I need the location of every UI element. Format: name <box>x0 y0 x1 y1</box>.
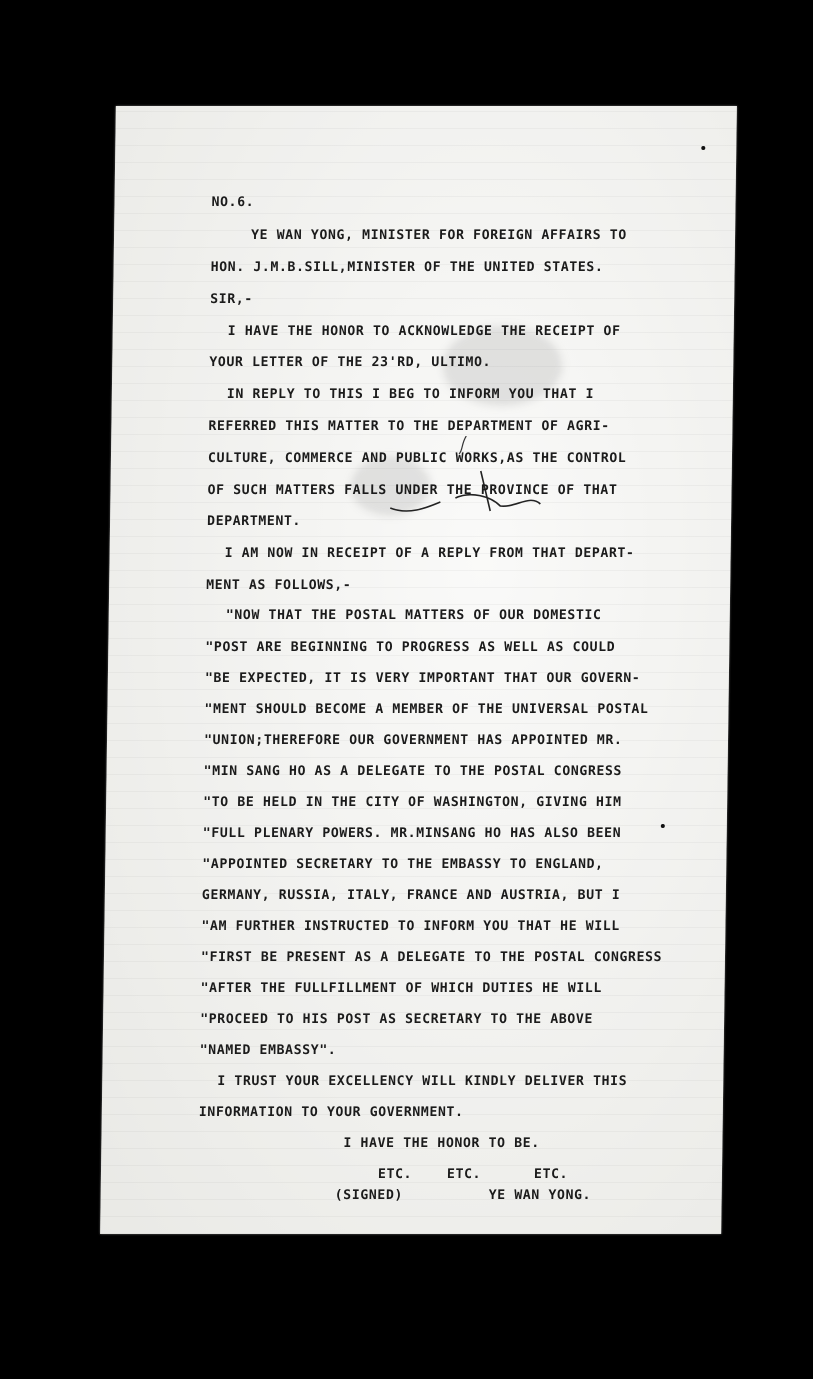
body-line: YOUR LETTER OF THE 23'RD, ULTIMO. <box>209 355 492 370</box>
speck <box>661 824 665 828</box>
heading-line: YE WAN YONG, MINISTER FOR FOREIGN AFFAIRS TO <box>250 228 627 243</box>
quoted-line: "AM FURTHER INSTRUCTED TO INFORM YOU THAT HE WILL <box>201 919 620 934</box>
quoted-line: "AFTER THE FULLFILLMENT OF WHICH DUTIES HE WILL <box>200 981 603 996</box>
quoted-line: "MIN SANG HO AS A DELEGATE TO THE POSTAL CONGRESS <box>203 764 623 779</box>
body-line: I TRUST YOUR EXCELLENCY WILL KINDLY DELIVER THIS <box>217 1074 628 1089</box>
body-line: IN REPLY TO THIS I BEG TO INFORM YOU THAT I <box>226 387 595 402</box>
signatory-name: YE WAN YONG. <box>488 1188 592 1203</box>
speck <box>701 146 705 150</box>
quoted-line: "UNION;THEREFORE OUR GOVERNMENT HAS APPOINTED MR. <box>203 733 623 748</box>
quoted-line: "NOW THAT THE POSTAL MATTERS OF OUR DOMESTIC <box>225 608 602 623</box>
body-line: I HAVE THE HONOR TO ACKNOWLEDGE THE RECEIPT OF <box>227 324 621 339</box>
quoted-line: "POST ARE BEGINNING TO PROGRESS AS WELL AS COULD <box>205 640 616 655</box>
body-line: MENT AS FOLLOWS,- <box>206 578 352 593</box>
quoted-line: "MENT SHOULD BECOME A MEMBER OF THE UNIVERSAL POSTAL <box>204 702 649 717</box>
quoted-line: "FULL PLENARY POWERS. MR.MINSANG HO HAS ALSO BEEN <box>202 826 622 841</box>
quoted-line: "TO BE HELD IN THE CITY OF WASHINGTON, GIVING HIM <box>203 795 622 810</box>
body-line: I AM NOW IN RECEIPT OF A REPLY FROM THAT DEPART- <box>224 546 635 561</box>
salutation: SIR,- <box>210 292 253 307</box>
body-line: CULTURE, COMMERCE AND PUBLIC WORKS,AS THE CONTROL <box>207 451 627 466</box>
body-line: REFERRED THIS MATTER TO THE DEPARTMENT OF AGRI- <box>208 419 610 434</box>
heading-line: HON. J.M.B.SILL,MINISTER OF THE UNITED STATES. <box>210 260 604 275</box>
signed-label: (SIGNED) <box>334 1188 404 1203</box>
etc-text: ETC. <box>377 1167 413 1182</box>
quoted-line: "NAMED EMBASSY". <box>199 1043 337 1058</box>
quoted-line: "BE EXPECTED, IT IS VERY IMPORTANT THAT OUR GOVERN- <box>204 671 641 686</box>
body-line: OF SUCH MATTERS FALLS UNDER THE PROVINCE OF THAT <box>207 483 618 498</box>
document-page <box>100 106 737 1234</box>
quoted-line: "PROCEED TO HIS POST AS SECRETARY TO THE ABOVE <box>200 1012 594 1027</box>
etc-text: ETC. <box>533 1167 569 1182</box>
etc-text: ETC. <box>446 1167 482 1182</box>
document-number: NO.6. <box>211 195 255 210</box>
quoted-line: GERMANY, RUSSIA, ITALY, FRANCE AND AUSTRIA, BUT I <box>201 888 621 903</box>
quoted-line: "FIRST BE PRESENT AS A DELEGATE TO THE POSTAL CONGRESS <box>200 950 663 965</box>
closing-line: I HAVE THE HONOR TO BE. <box>343 1136 540 1151</box>
pen-annotation <box>380 436 561 526</box>
body-line: DEPARTMENT. <box>206 514 302 529</box>
body-line: INFORMATION TO YOUR GOVERNMENT. <box>198 1105 464 1120</box>
quoted-line: "APPOINTED SECRETARY TO THE EMBASSY TO ENGLAND, <box>202 857 604 872</box>
